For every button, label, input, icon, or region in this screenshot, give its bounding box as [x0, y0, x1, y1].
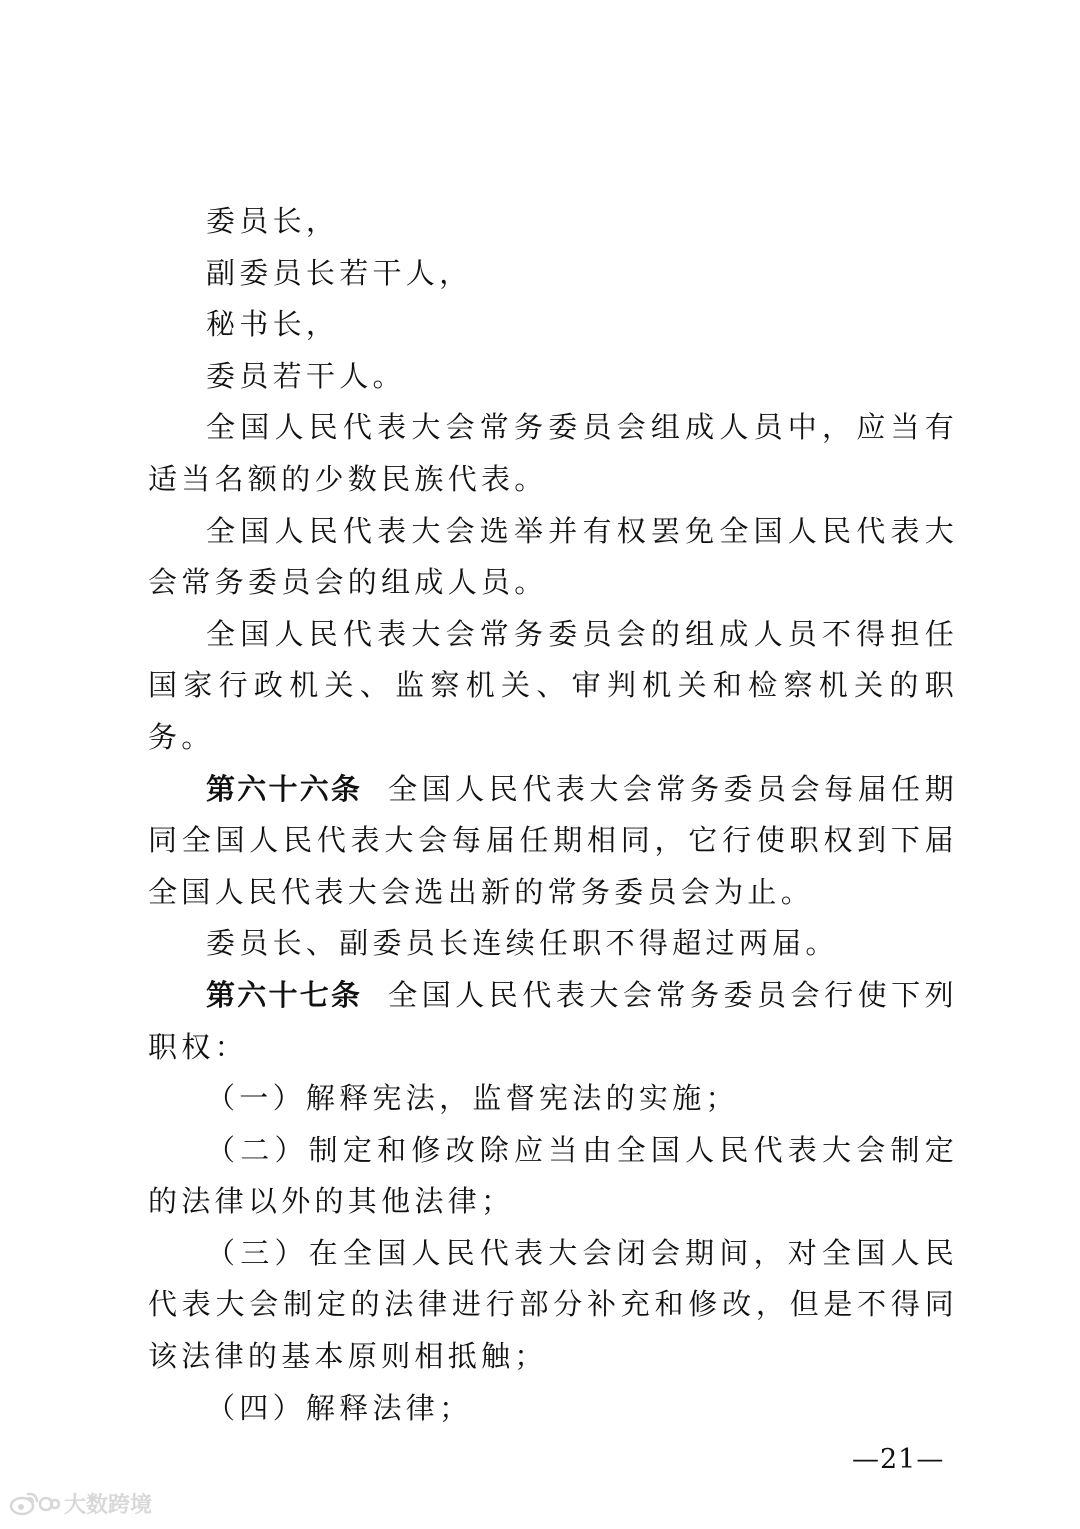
- weibo-logo-icon: [8, 1489, 60, 1517]
- paragraph-no-other-posts: 全国人民代表大会常务委员会的组成人员不得担任国家行政机关、监察机关、审判机关和检察机关的职务。: [148, 616, 958, 754]
- page-number: —21—: [852, 1444, 945, 1475]
- paragraph-item-2: （二）制定和修改除应当由全国人民代表大会制定的法律以外的其他法律；: [148, 1132, 958, 1219]
- paragraph-vice-chair: 副委员长若干人，: [206, 255, 473, 290]
- paragraph-election-recall: 全国人民代表大会选举并有权罢免全国人民代表大会常务委员会的组成人员。: [148, 513, 958, 600]
- paragraph-item-4: （四）解释法律；: [206, 1390, 473, 1425]
- paragraph-term-limit: 委员长、副委员长连续任职不得超过两届。: [206, 926, 839, 961]
- paragraph-minority-representation: 全国人民代表大会常务委员会组成人员中，应当有适当名额的少数民族代表。: [148, 410, 958, 496]
- watermark: [8, 1488, 152, 1518]
- watermark-text: 大数跨境: [64, 1492, 153, 1518]
- paragraph-item-1: （一）解释宪法，监督宪法的实施；: [206, 1081, 739, 1116]
- paragraph-secretary-general: 秘书长，: [206, 307, 340, 342]
- paragraph-chair: 委员长，: [206, 204, 340, 238]
- document-body: [148, 196, 958, 1434]
- paragraph-article-67: 第六十七条 全国人民代表大会常务委员会行使下列职权：: [148, 977, 958, 1064]
- paragraph-item-3: （三）在全国人民代表大会闭会期间，对全国人民代表大会制定的法律进行部分补充和修改，但是不得同该法律的基本原则相抵触；: [148, 1235, 958, 1374]
- article-number: 第六十七条: [206, 977, 363, 1012]
- article-number: 第六十六条: [206, 771, 363, 806]
- paragraph-article-66: 第六十六条 全国人民代表大会常务委员会每届任期同全国人民代表大会每届任期相同，它行使职权到下届全国人民代表大会选出新的常务委员会为止。: [148, 771, 958, 909]
- paragraph-members: 委员若干人。: [206, 358, 406, 393]
